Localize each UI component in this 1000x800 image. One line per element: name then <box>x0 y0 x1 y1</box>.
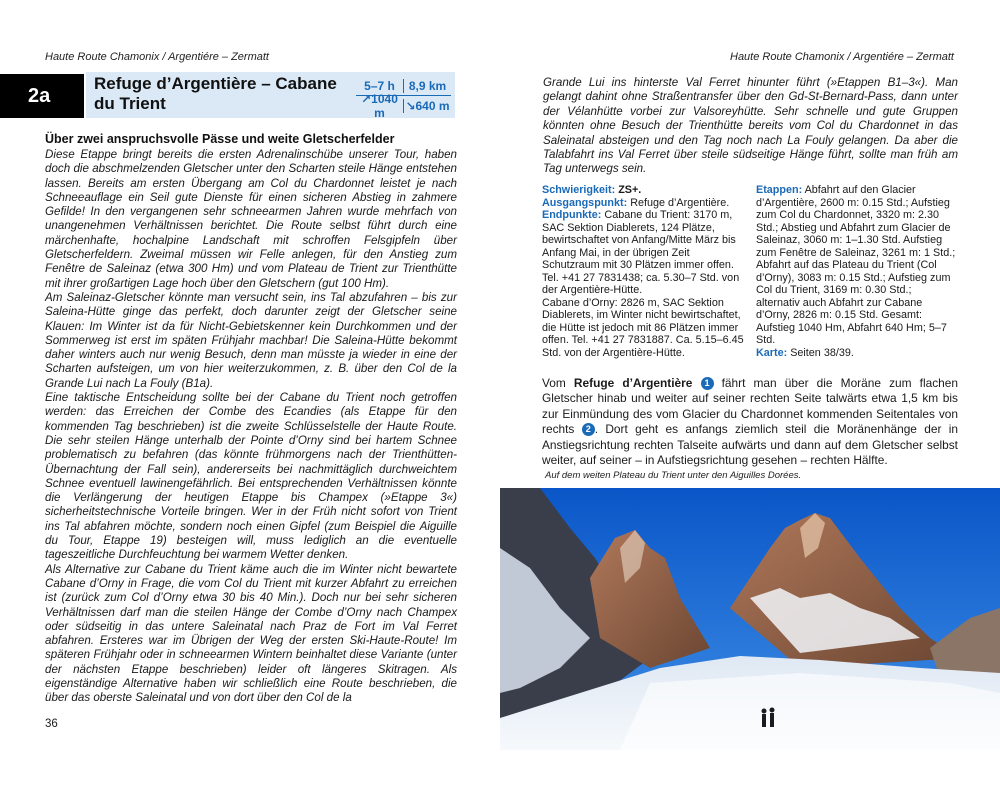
route-description <box>542 376 958 468</box>
map-value: Seiten 38/39. <box>790 346 854 359</box>
page-number: 36 <box>45 718 58 730</box>
info-block-right <box>756 184 958 359</box>
waypoint-2-badge: 2 <box>582 423 595 436</box>
route-text-1: fährt man über die Moräne zum flachen Gletscher hinab und weiter auf seiner rechten Seite talwärts etwa 1,5 km bis zur Einmündung des vom Glacier du Chardonnet kommenden Seitentales von rechts <box>542 376 959 437</box>
section-subheading: Über zwei anspruchsvolle Pässe und weite Gletscherfelder <box>45 132 395 146</box>
difficulty-label: Schwierigkeit: <box>542 184 616 196</box>
map-label: Karte: <box>756 346 788 359</box>
stage-number-tab: 2a <box>0 74 84 118</box>
route-text-2: . Dort geht es anfangs ziemlich steil die Moränenhänge der in Anstiegsrichtung rechten Talseite aufwärts und dann auf dem Gletscher selbst weiter, auf seiner – in Aufstiegsrichtung gesehen – rechten Hälfte. <box>542 422 958 468</box>
stage-stats <box>356 76 451 120</box>
route-pre: Vom <box>542 376 566 390</box>
difficulty-value: ZS+. <box>618 184 642 196</box>
info-block-left <box>542 184 747 359</box>
right-page <box>500 0 1000 800</box>
paragraph: Am Saleinaz-Gletscher könnte man versucht sein, ins Tal abzufahren – bis zur Saleina-Hütte ginge das perfekt, doch darunter zeigt der Gletscher seine Klauen: Im Winter ist da für Nicht-Gebietskenner kein Durchkommen und der Sommerweg ist erst im späten Frühjahr machbar! Die Saleina-Hütte bekommt daher winters auch nur wenig Besuch, denn man müsste ja wieder in eine der Scharten aufsteigen, um von hier weiterzukommen, z. B. über den Col de la Grande Lui nach La Fouly (B1a). <box>45 290 457 390</box>
stages-label: Etappen: <box>756 184 803 196</box>
start-label: Ausgangspunkt: <box>542 196 628 209</box>
intro-text <box>45 148 457 706</box>
end-value: Cabane du Trient: 3170 m, SAC Sektion Diablerets, 124 Plätze, bewirtschaftet von Anfang/Mitte März bis Anfang Mai, in der übrigen Zeit Schutzraum mit 30 Plätzen immer offen. Tel. +41 27 7831438; ca. 5.30–7 Std. von der Argentière-Hütte. <box>542 209 740 296</box>
paragraph: Diese Etappe bringt bereits die ersten Adrenalinschübe unserer Tour, haben doch die abschmelzenden Gletscher unter den Scharten steile Hänge entstehen lassen. Bereits am ersten Übergang am Col du Chardonnet leistet je nach Schneeauflage ein Seil gute Dienste für einen sicheren Abstieg in zahmere Gefilde! In den vergangenen sehr schneearmen Jahren wurde mehrfach von unangenehmen Verhältnissen berichtet. Die Route selbst führt durch eine märchenhafte, hochalpine Landschaft mit schroffen Felsgipfeln über Gletscherfeldern. Zweimal müssen wir Felle anlegen, für den Anstieg zum Fenêtre de Saleinaz (etwa 300 Hm) und vom Plateau de Trient zur Trienthütte mit ihrer großartigen Lage hoch über den Gletschern (gut 100 Hm). <box>45 148 457 290</box>
stage-time: 5–7 h <box>364 78 395 93</box>
waypoint-1-badge: 1 <box>701 377 714 390</box>
running-head-right: Haute Route Chamonix / Argentiére – Zermatt <box>730 51 954 63</box>
stage-title-box <box>86 72 455 118</box>
start-value: Refuge d’Argentière. <box>630 196 730 209</box>
end-value-2: Cabane d’Orny: 2826 m, SAC Sektion Diablerets, im Winter nicht bewirtschaftet, die Hütte ist jedoch mit 86 Plätzen immer offen. Tel. +41 27 7831887. Ca. 5.15–6.45 Std. von der Argentière-Hütte. <box>542 296 744 359</box>
mountain-photo-illustration <box>500 488 1000 750</box>
stages-value: Abfahrt auf den Glacier d’Argentière, 2600 m: 0.15 Std.; Aufstieg zum Col du Chardonnet, 3320 m: 2.30 Std.; Abstieg und Abfahrt zum Glacier de Saleinaz, 3060 m: 1–1.30 Std. Aufstieg zum Fenêtre de Saleinaz, 3261 m: 1 Std.; Abfahrt auf das Plateau du Trient (Col d’Orny), 3083 m: 0.15 Std.; Aufstieg zum Col du Trient, 3169 m: 0.30 Std.; alternativ auch Abfahrt zur Cabane d’Orny, 2826 m: 0.15 Std. Gesamt: Aufstieg 1040 Hm, Abfahrt 640 Hm; 5–7 Std. <box>756 184 956 346</box>
route-hut: Refuge d’Argentière <box>573 376 693 390</box>
stage-ascent: ↗1040 m <box>361 91 398 120</box>
photo-caption: Auf dem weiten Plateau du Trient unter den Aiguilles Dorées. <box>545 470 802 481</box>
stage-distance: 8,9 km <box>403 79 451 93</box>
running-head-left: Haute Route Chamonix / Argentiére – Zermatt <box>45 51 269 63</box>
paragraph: Eine taktische Entscheidung sollte bei der Cabane du Trient noch getroffen werden: das Erreichen der Combe des Ecandies (als Etappe für den kommenden Tag beschrieben) ist die zweite Schlüsselstelle der Haute Route. Die sehr steilen Hänge unterhalb der Pointe d’Orny sind bei hartem Schnee problematisch zu befahren (das könnte frühmorgens nach der Trienthütten-Übernachtung der Fall sein), andererseits bei nachmittäglich durchweichtem Schnee eventuell lawinengefährlich. Bei entsprechenden Verhältnissen könnte die Verlängerung der heutigen Etappe bis Champex (»Etappe 3«) sicherheitstechnische Vorteile bringen. Wer in der Früh nicht sofort von Trient ins Tal abfahren möchte, sondern noch einen Gipfel (zum Beispiel die Aiguille du Tour, Etappe 19) besteigen will, muss lediglich an die eventuelle tageszeitliche Durchfeuchtung bei warmem Wetter denken. <box>45 391 457 562</box>
mountain-photo <box>500 488 1000 750</box>
stage-descent: ↘640 m <box>403 99 451 113</box>
stage-title: Refuge d’Argentière – Cabane du Trient <box>94 74 337 113</box>
continuation-text: Grande Lui ins hinterste Val Ferret hinunter führt (»Etappen B1–3«). Man gelangt dahint ohne Straßentransfer über den Gd-St-Bernard-Pass, dann unter der Vélanhütte vorbei zur Valsoreyhütte. Sehr schnelle und gute Gruppen könnten ohne Besuch der Trienthütte bereits vom Col du Chardonnet in das Saleinatal absteigen und den Tag noch nach La Fouly gelangen. Da aber die Talabfahrt ins Val Ferret über steile südseitige Hänge führt, sollte man früh am Tag unterwegs sein. <box>543 76 958 176</box>
end-label: Endpunkte: <box>542 209 602 221</box>
paragraph: Als Alternative zur Cabane du Trient käme auch die im Winter nicht bewartete Cabane d’Orny in Frage, die vom Col du Trient mit kurzer Abfahrt zu erreichen ist (zurück zum Col d’Orny etwa 30 bis 40 Min.). Doch nur bei sehr sicheren Verhältnissen darf man die steilen Hänge der Combe d’Orny nach Champex oder südseitig in das untere Saleinatal nach Praz de Fort im Val Ferret abfahren. Ersteres war im Übrigen der Weg der ersten Ski-Haute-Route! Im späteren Frühjahr oder in schneearmen Wintern beinhaltet diese Variante (unter der nächsten Etappe beschrieben) leider oft längeres Skitragen. Als eigenständige Alternative haben wir schließlich eine Route beschrieben, die über das oberste Saleinatal und von dort über den Col de la <box>45 562 457 705</box>
